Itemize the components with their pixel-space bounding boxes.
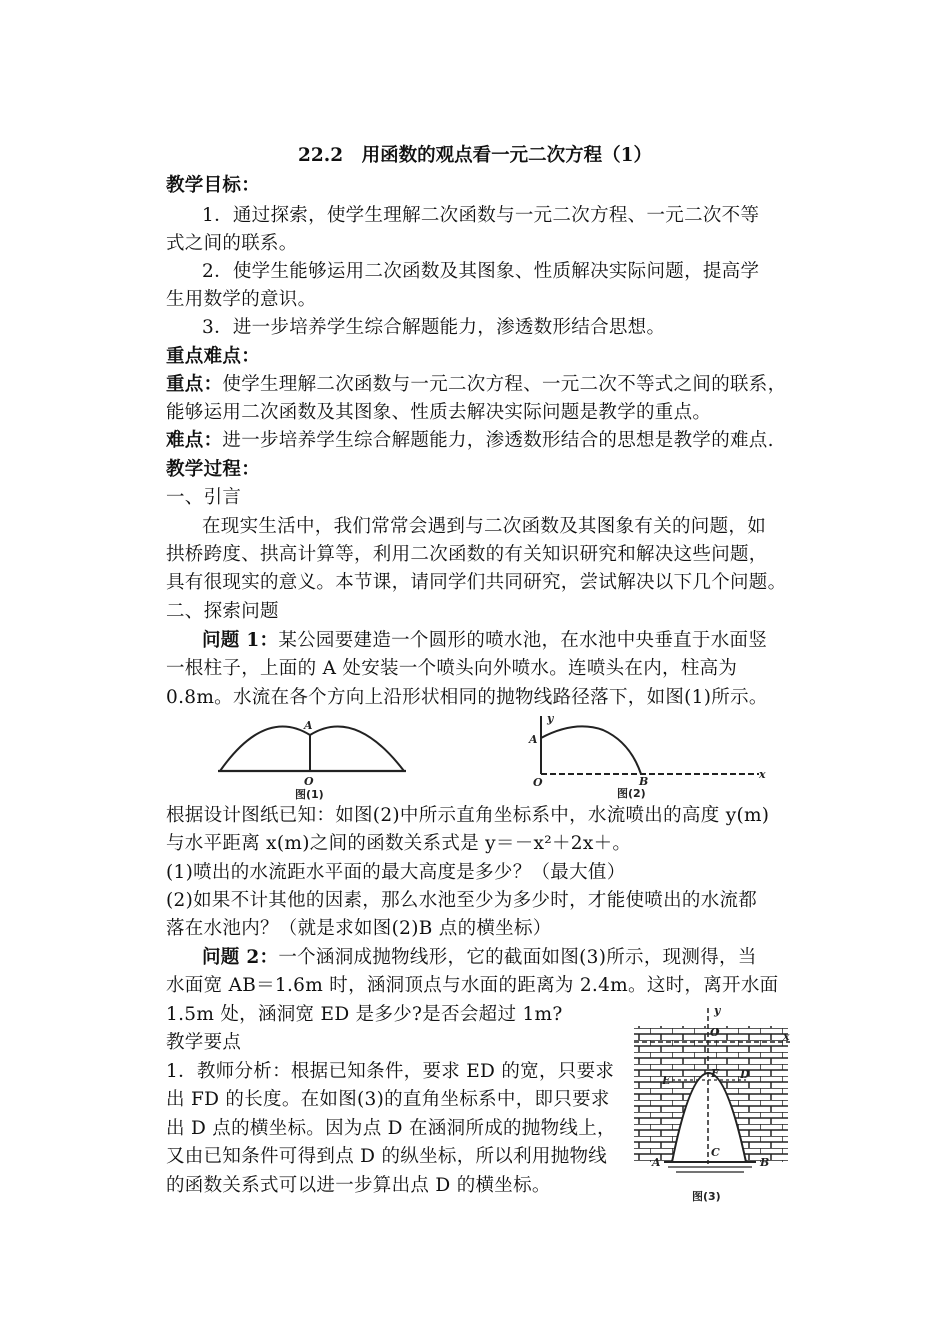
key-label: 重点： [166, 374, 223, 395]
objective-line: 3．进一步培养学生综合解题能力，渗透数形结合思想。 [202, 317, 666, 338]
problem2-line: 1.5m 处，涵洞宽 ED 是多少?是否会超过 1m? [166, 1004, 563, 1025]
figure-2 [525, 712, 770, 800]
label-c: C [711, 1146, 720, 1159]
label-b: B [639, 775, 649, 788]
fig3-caption: 图(3) [692, 1190, 721, 1203]
analysis-line: 出 D 点的横坐标。因为点 D 在涵洞所成的抛物线上， [166, 1118, 616, 1139]
difficult-text: 进一步培养学生综合解题能力，渗透数形结合的思想是教学的难点. [222, 430, 774, 451]
key-point-line [166, 371, 786, 399]
problem1-line: 0.8m。水流在各个方向上沿形状相同的抛物线路径落下，如图(1)所示。 [166, 687, 768, 708]
label-x: x [759, 768, 766, 781]
figure-1 [210, 715, 410, 800]
intro-line: 拱桥跨度、拱高计算等，利用二次函数的有关知识研究和解决这些问题， [166, 544, 768, 565]
body-line: (1)喷出的水流距水平面的最大高度是多少？（最大值） [166, 862, 626, 883]
label-o: O [710, 1026, 720, 1039]
objective-line: 生用数学的意识。 [166, 289, 317, 310]
section-heading: 一、引言 [166, 487, 242, 508]
label-a: A [652, 1156, 661, 1169]
fig2-caption: 图(2) [617, 787, 646, 800]
problem2-line: 水面宽 AB＝1.6m 时，涵洞顶点与水面的距离为 2.4m。这时，离开水面 [166, 975, 779, 996]
objective-line: 1．通过探索，使学生理解二次函数与一元二次方程、一元二次不等 [202, 205, 760, 226]
analysis-line: 又由已知条件可得到点 D 的纵坐标，所以利用抛物线 [166, 1146, 608, 1167]
body-line: 根据设计图纸已知：如图(2)中所示直角坐标系中，水流喷出的高度 y(m) [166, 805, 770, 826]
key-point-line: 能够运用二次函数及其图象、性质去解决实际问题是教学的重点。 [166, 402, 712, 423]
section-heading: 二、探索问题 [166, 601, 279, 622]
difficult-point-line [166, 427, 774, 455]
intro-line: 在现实生活中，我们常常会遇到与二次函数及其图象有关的问题，如 [202, 516, 767, 537]
page-title: 22.2 用函数的观点看一元二次方程（1） [298, 145, 652, 166]
problem1-label: 问题 1： [202, 630, 279, 651]
body-line: 与水平距离 x(m)之间的函数关系式是 y＝－x²＋2x＋。 [166, 833, 632, 854]
problem2-text: 一个涵洞成抛物线形，它的截面如图(3)所示，现测得，当 [278, 947, 757, 968]
key-text: 使学生理解二次函数与一元二次方程、一元二次不等式之间的联系， [222, 374, 787, 395]
water-curve [541, 726, 641, 774]
problem1-line: 一根柱子，上面的 A 处安装一个喷头向外喷水。连喷头在内，柱高为 [166, 658, 738, 679]
problem2-label: 问题 2： [202, 947, 279, 968]
process-heading: 教学过程： [166, 459, 261, 480]
figure-3 [628, 1004, 794, 1212]
analysis-line: 1．教师分析：根据已知条件，要求 ED 的宽，只要求 [166, 1061, 615, 1082]
objective-line: 式之间的联系。 [166, 233, 298, 254]
analysis-line: 出 FD 的长度。在如图(3)的直角坐标系中，即只要求 [166, 1089, 610, 1110]
analysis-line: 的函数关系式可以进一步算出点 D 的横坐标。 [166, 1175, 551, 1196]
body-line: (2)如果不计其他的因素，那么水池至少为多少时，才能使喷出的水流都 [166, 890, 758, 911]
label-a: A [304, 719, 313, 732]
label-f: F [711, 1067, 719, 1080]
problem1-line [202, 627, 767, 655]
objective-line: 2．使学生能够运用二次函数及其图象、性质解决实际问题，提高学 [202, 261, 760, 282]
problem2-line [202, 944, 757, 972]
label-o: O [304, 775, 314, 788]
label-a: A [529, 733, 538, 746]
problem1-text: 某公园要建造一个圆形的喷水池，在水池中央垂直于水面竖 [278, 630, 768, 651]
label-y: y [547, 712, 554, 725]
label-o: O [533, 776, 543, 789]
brick-wall [634, 1026, 788, 1162]
keypoints-heading: 重点难点： [166, 346, 261, 367]
body-line: 落在水池内？（就是求如图(2)B 点的横坐标） [166, 918, 552, 939]
label-y: y [714, 1004, 721, 1017]
label-b: B [760, 1156, 770, 1169]
label-x: x [783, 1030, 790, 1043]
fig1-caption: 图(1) [295, 788, 324, 800]
objectives-heading: 教学目标： [166, 175, 261, 196]
label-d: D [740, 1068, 750, 1081]
water-arc [220, 726, 404, 771]
difficult-label: 难点： [166, 430, 223, 451]
label-e: E [662, 1074, 671, 1087]
intro-line: 具有很现实的意义。本节课，请同学们共同研究，尝试解决以下几个问题。 [166, 572, 787, 593]
teaching-points-heading: 教学要点 [166, 1032, 242, 1053]
